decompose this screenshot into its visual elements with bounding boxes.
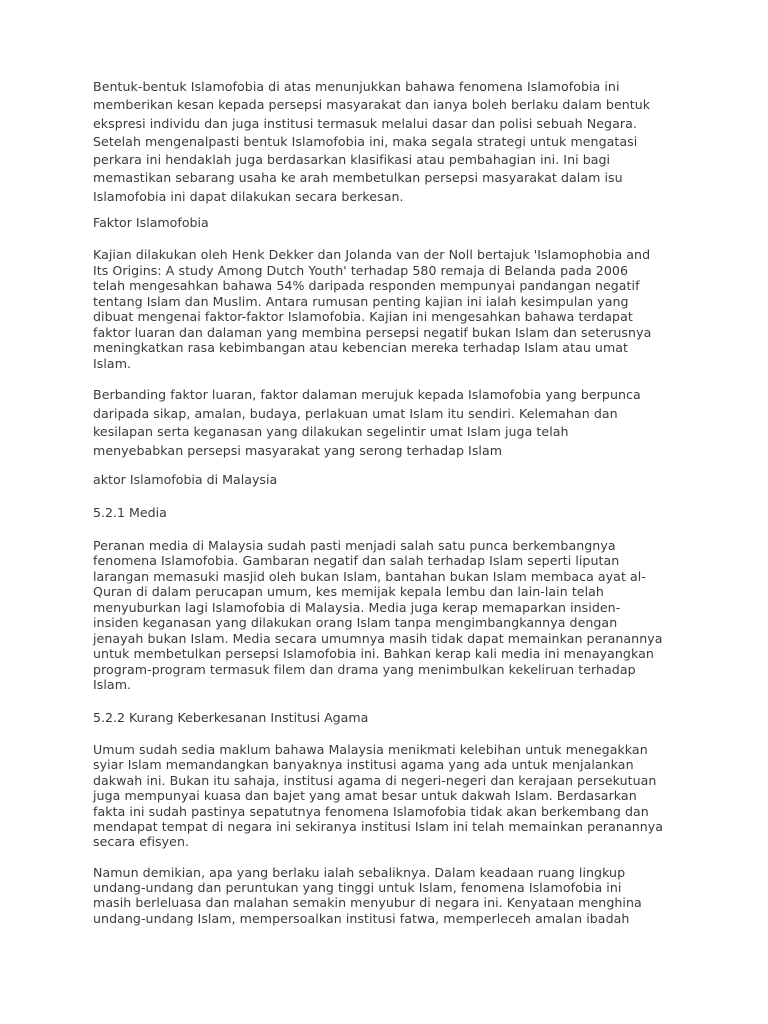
- heading-religious-institutions: 5.2.2 Kurang Keberkesanan Institusi Agama: [93, 709, 369, 725]
- paragraph-islamofobia-forms: Bentuk-bentuk Islamofobia di atas menunjukkan bahawa fenomena Islamofobia ini memberikan kesan kepada persepsi masyarakat dan ianya boleh berlaku dalam bentuk ekspresi individu dan juga institusi termasuk melalui dasar dan polisi sebuah Negara. Setelah mengenalpasti bentuk Islamofobia ini, maka segala strategi untuk mengatasi perkara ini hendaklah juga berdasarkan klasifikasi atau pembahagian ini. Ini bagi memastikan sebarang usaha ke arah membetulkan persepsi masyarakat dalam isu Islamofobia ini dapat dilakukan secara berkesan.: [93, 79, 651, 204]
- paragraph-media: Peranan media di Malaysia sudah pasti menjadi salah satu punca berkembangnya fenomena Islamofobia. Gambaran negatif dan salah terhadap Islam seperti liputan larangan memasuki masjid oleh bukan Islam, bantahan bukan Islam membaca ayat al- Quran di dalam perucapan umum, kes memijak kepala lembu dan lain-lain telah menyuburkan lagi Islamofobia di Malaysia. Media juga kerap memaparkan insiden- insiden keganasan yang dilakukan orang Islam tanpa mengimbangkannya dengan jenayah bukan Islam. Media secara umumnya masih tidak dapat memainkan peranannya untuk membetulkan persepsi Islamofobia ini. Bahkan kerap kali media ini menayangkan program-program termasuk filem dan drama yang menimbulkan kekeliruan terhadap Islam.: [93, 537, 663, 693]
- paragraph-dekker-study: Kajian dilakukan oleh Henk Dekker dan Jolanda van der Noll bertajuk 'Islamophobia and Its Origins: A study Among Dutch Youth' terhadap 580 remaja di Belanda pada 2006 telah mengesahkan bahawa 54% daripada responden mempunyai pandangan negatif tentang Islam dan Muslim. Antara rumusan penting kajian ini ialah kesimpulan yang dibuat mengenai faktor-faktor Islamofobia. Kajian ini mengesahkan bahawa terdapat faktor luaran dan dalaman yang membina persepsi negatif bukan Islam dan seterusnya meningkatkan rasa kebimbangan atau kebencian mereka terhadap Islam atau umat Islam.: [93, 247, 652, 371]
- heading-faktor-islamofobia: Faktor Islamofobia: [93, 215, 209, 231]
- heading-factors-malaysia: aktor Islamofobia di Malaysia: [93, 471, 278, 487]
- paragraph-however: Namun demikian, apa yang berlaku ialah sebaliknya. Dalam keadaan ruang lingkup undang-undang dan peruntukan yang tinggi untuk Islam, fenomena Islamofobia ini masih berleluasa dan malahan semakin menyubur di negara ini. Kenyataan menghina undang-undang Islam, mempersoalkan institusi fatwa, memperleceh amalan ibadah: [93, 864, 642, 926]
- heading-media: 5.2.1 Media: [93, 504, 167, 520]
- paragraph-internal-factors: Berbanding faktor luaran, faktor dalaman merujuk kepada Islamofobia yang berpunca daripada sikap, amalan, budaya, perlakuan umat Islam itu sendiri. Kelemahan dan kesilapan serta keganasan yang dilakukan segelintir umat Islam juga telah menyebabkan persepsi masyarakat yang serong terhadap Islam: [93, 387, 641, 459]
- paragraph-religious-institutions: Umum sudah sedia maklum bahawa Malaysia menikmati kelebihan untuk menegakkan syiar Islam memandangkan banyaknya institusi agama yang ada untuk menjalankan dakwah ini. Bukan itu sahaja, institusi agama di negeri-negeri dan kerajaan persekutuan juga mempunyai kuasa dan bajet yang amat besar untuk dakwah Islam. Berdasarkan fakta ini sudah pastinya sepatutnya fenomena Islamofobia tidak akan berkembang dan mendapat tempat di negara ini sekiranya institusi Islam ini telah memainkan peranannya secara efisyen.: [93, 741, 664, 850]
- document-page: [93, 78, 693, 926]
